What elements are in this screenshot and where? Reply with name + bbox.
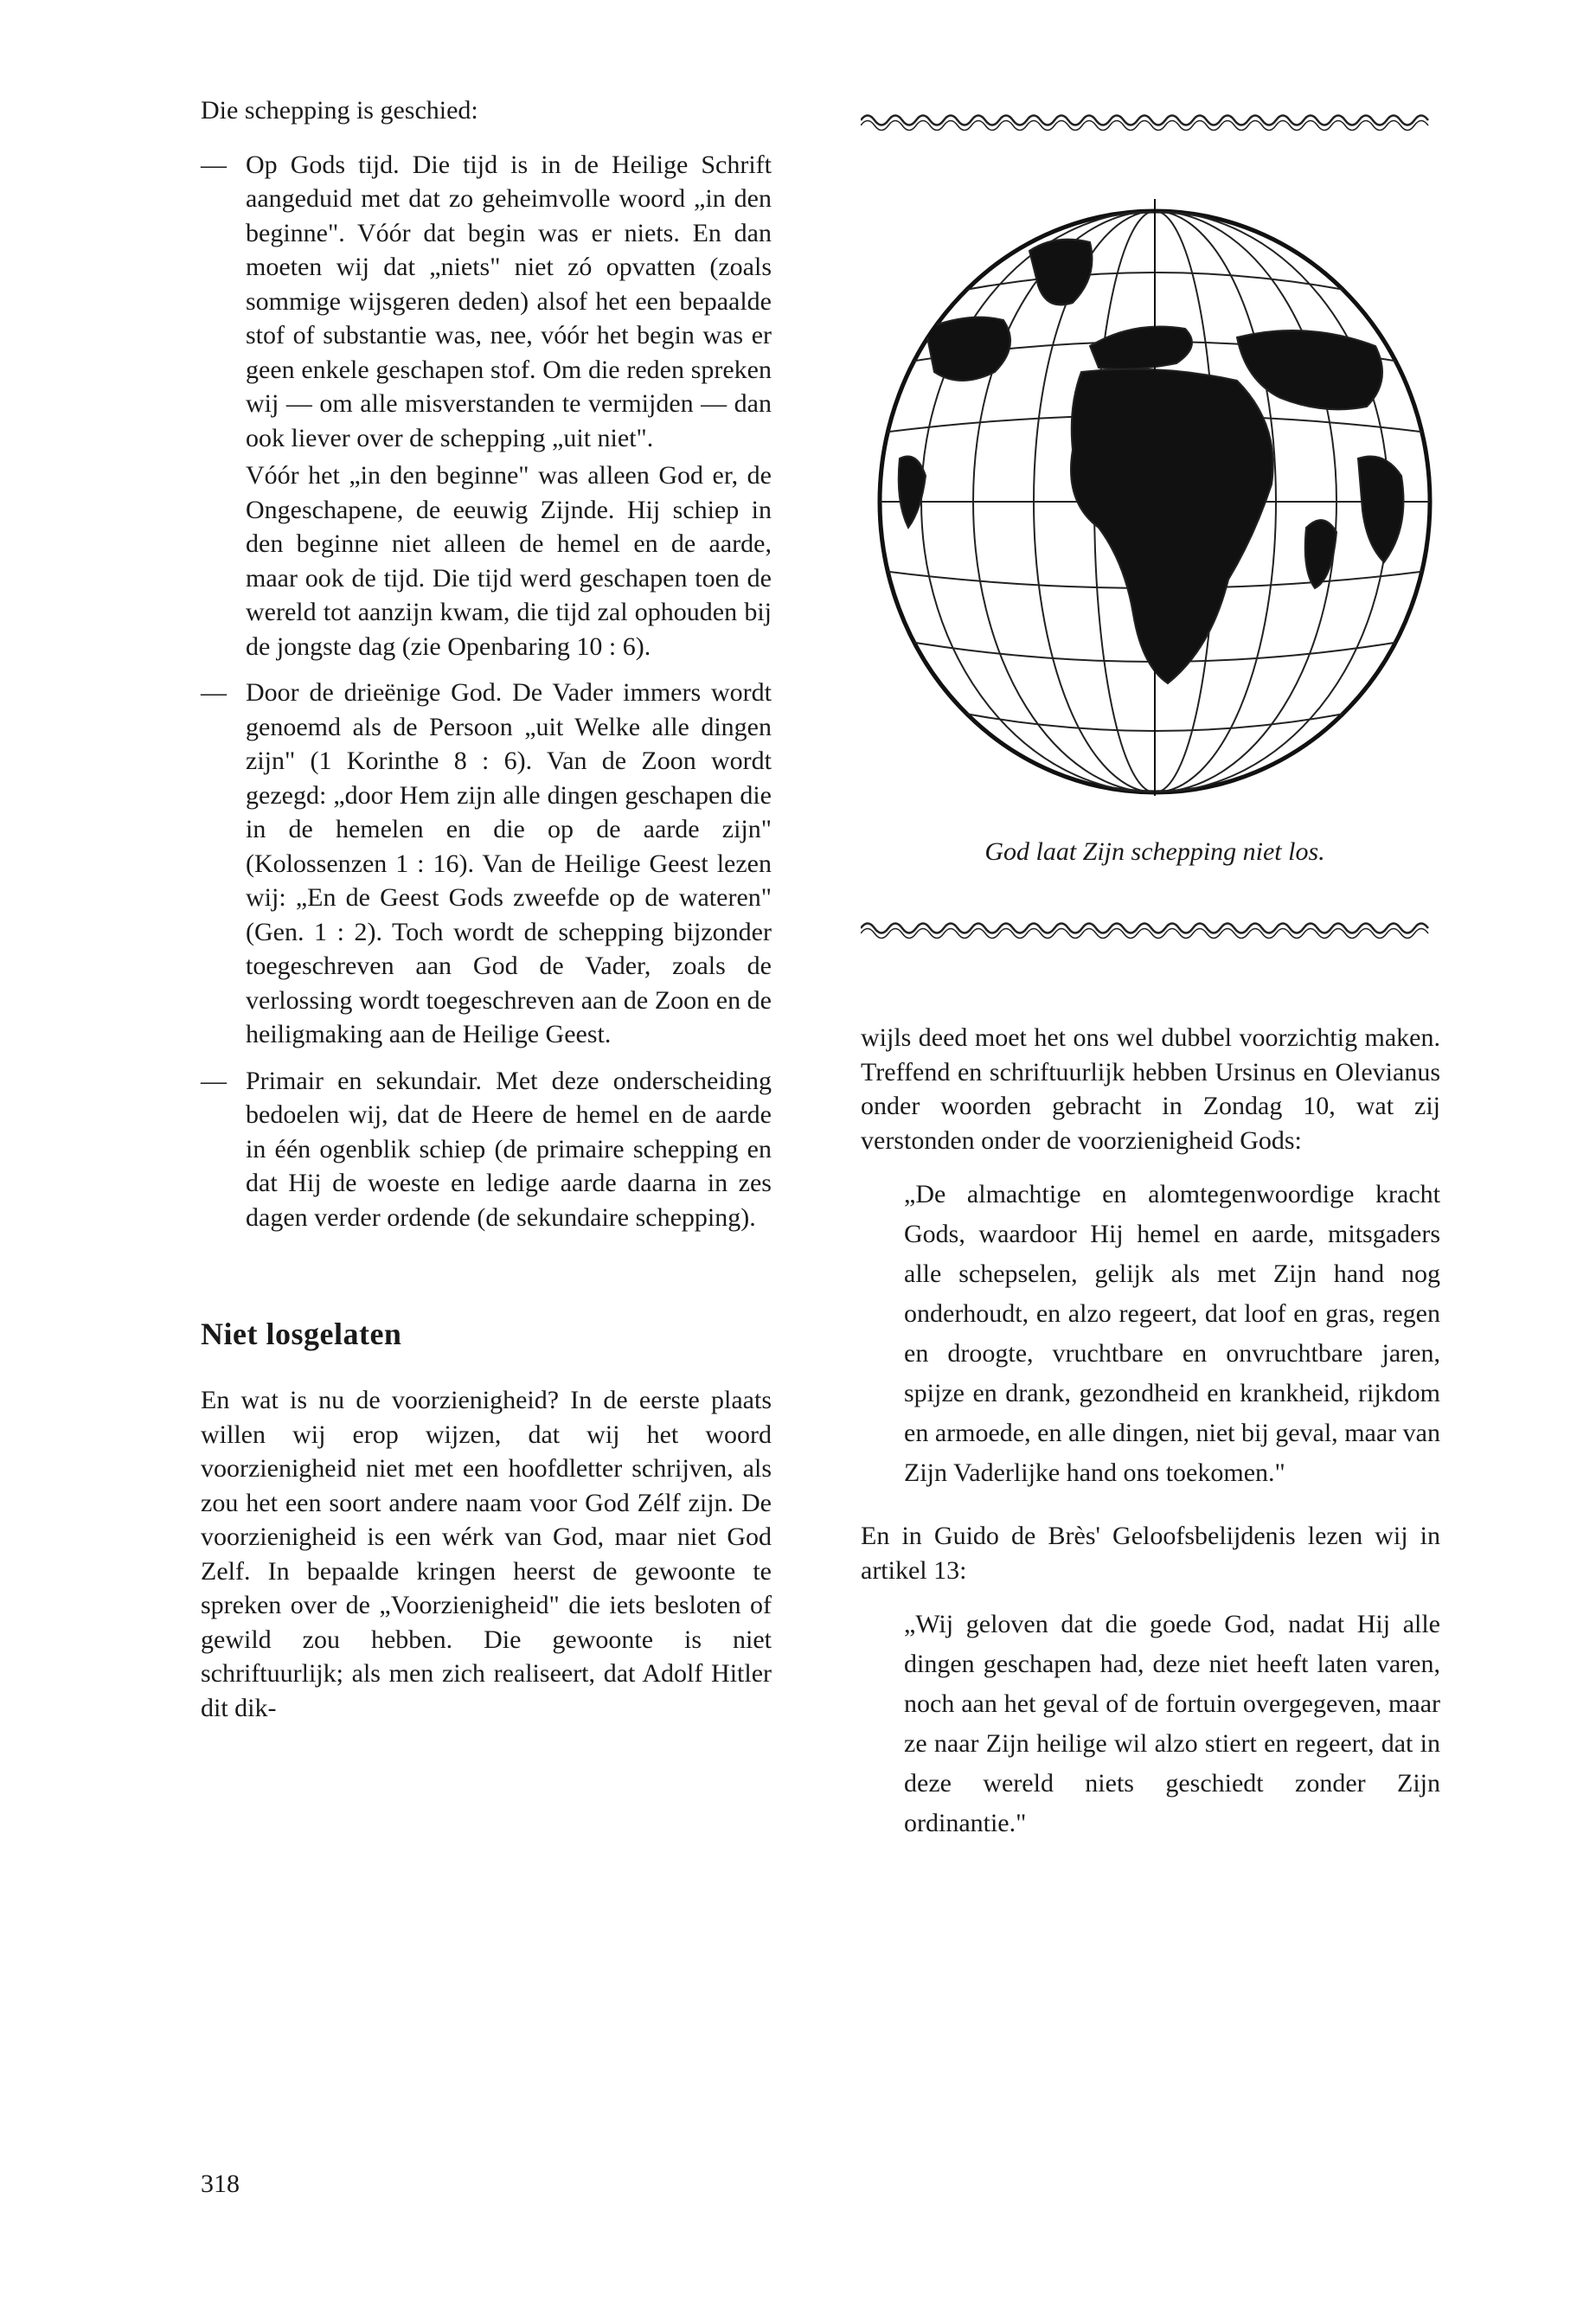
list-item-trinity (201, 676, 772, 1052)
top-ornament-border (861, 109, 1436, 131)
quote-catechism-text: „De almachtige en alomtegenwoordige kracht Gods, waardoor Hij hemel en aarde, mitsgaders alle schepselen, gelijk als met Zijn hand nog onderhoudt, en alzo regeert, dat loof en gras, regen en droogte, vruchtbare en onvruchtbare jaren, spijze en drank, gezondheid en krankheid, rijkdom en armoede, en alle dingen, niet bij geval, maar van Zijn Vaderlijke hand ons toekomen." (904, 1180, 1440, 1487)
list-item-primary-secondary (201, 1064, 772, 1235)
quote-catechism (861, 1175, 1440, 1493)
list-item-time (201, 148, 772, 664)
bottom-ornament-border (861, 917, 1436, 939)
quote-confession-text: „Wij geloven dat die goede God, nadat Hij alle dingen geschapen had, deze niet heeft laten varen, noch aan het geval of de fortuin overgegeven, maar ze naar Zijn heilige wil alzo stiert en regeert, dat in deze wereld niets geschiedt zonder Zijn ordinantie." (904, 1610, 1440, 1837)
section-body-paragraph: En wat is nu de voorzienigheid? In de eerste plaats willen wij erop wijzen, dat wij het woord voorzienigheid niet met een hoofdletter schrijven, als zou het een soort andere naam voor God Zélf zijn. De voorzienigheid is een wérk van God, maar niet God Zelf. In bepaalde kringen heerst de gewoonte te spreken over de „Voorzienigheid" die iets besloten of gewild zou hebben. Die gewoonte is niet schriftuurlijk; als men zich realiseert, dat Adolf Hitler dit dik- (201, 1386, 772, 1722)
page-number: 318 (201, 2170, 240, 2198)
quote-confession (861, 1605, 1440, 1843)
dash-marker: — (201, 150, 227, 179)
item-primary-paragraph: Primair en sekundair. Met deze onderscheiding bedoelen wij, dat de Heere de hemel en de aarde in één ogenblik schiep (de primaire schepping en dat Hij de woeste en ledige aarde daarna in zes dagen verder ordende (de sekundaire schepping). (246, 1066, 772, 1232)
right-paragraph-2: En in Guido de Brès' Geloofsbelijdenis lezen wij in artikel 13: (861, 1522, 1440, 1585)
dash-marker: — (201, 1066, 227, 1095)
section-heading: Niet losgelaten (201, 1317, 402, 1351)
globe-illustration (874, 199, 1436, 796)
intro-line: Die schepping is geschied: (201, 96, 478, 125)
item-time-paragraph-1: Op Gods tijd. Die tijd is in de Heilige Schrift aangeduid met dat zo geheimvolle woord „in den beginne". Vóór dat begin was er niets. En dan moeten wij dat „niets" niet zó opvatten (zoals sommige wijsgeren deden) alsof het een bepaalde stof of substantie was, nee, vóór het begin was er geen enkele geschapen stof. Om die reden spreken wij — om alle misverstanden te vermijden — dan ook liever over de schepping „uit niet". (246, 150, 772, 452)
right-column-text (861, 1021, 1440, 1861)
dash-marker: — (201, 678, 227, 707)
figure-caption: God laat Zijn schepping niet los. (984, 837, 1325, 866)
left-column (201, 93, 772, 1725)
item-time-paragraph-2: Vóór het „in den beginne" was alleen God er, de Ongeschapene, de eeuwig Zijnde. Hij schiep in den beginne niet alleen de hemel en de aarde, maar ook de tijd. Die tijd werd geschapen toen de wereld tot aanzijn kwam, die tijd zal ophouden bij de jongste dag (zie Openbaring 10 : 6). (246, 461, 772, 661)
right-paragraph-1: wijls deed moet het ons wel dubbel voorzichtig maken. Treffend en schriftuurlijk hebben Ursinus en Olevianus onder woorden gebracht in Zondag 10, wat zij verstonden onder de voorzienigheid Gods: (861, 1023, 1440, 1155)
item-trinity-paragraph: Door de drieënige God. De Vader immers wordt genoemd als de Persoon „uit Welke alle dingen zijn" (1 Korinthe 8 : 6). Van de Zoon wordt gezegd: „door Hem zijn alle dingen geschapen die in de hemelen en die op de aarde zijn" (Kolossenzen 1 : 16). Van de Heilige Geest lezen wij: „En de Geest Gods zweefde op de wateren" (Gen. 1 : 2). Toch wordt de schepping bijzonder toegeschreven aan God de Vader, zoals de verlossing wordt toegeschreven aan de Zoon en de heiligmaking aan de Heilige Geest. (246, 678, 772, 1048)
